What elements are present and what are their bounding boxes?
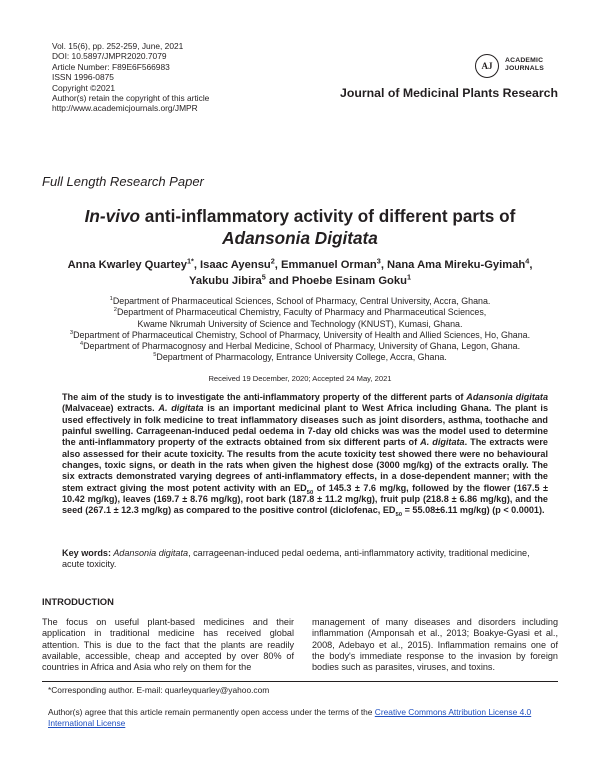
footnote-divider: [42, 681, 558, 682]
corresponding-author-footnote: *Corresponding author. E-mail: quarleyquarley@yahoo.com: [48, 685, 270, 695]
journal-name: Journal of Medicinal Plants Research: [340, 86, 558, 100]
keywords-label: Key words:: [62, 548, 112, 558]
abstract-sub: 50: [306, 489, 314, 496]
author-sup: 1*: [186, 256, 194, 266]
abstract-text: . The extracts were also assessed for their acute toxicity. The results from the acute toxicity test showed there were no behavioural changes, toxic signs, or death in the rats when given the highest dose (3000 mg/kg) of the extracts orally. The six extracts demonstrated varying degrees of anti-inflammatory effects, in a dose-dependent manner; with the stem extract giving the most potent activity with an ED: [62, 437, 548, 493]
author-sup: 3: [376, 256, 381, 266]
affiliation: [30, 341, 570, 352]
title-part: In-vivo: [84, 206, 141, 226]
logo-text: [505, 57, 544, 73]
logo-line: JOURNALS: [505, 65, 544, 72]
title-part: Adansonia Digitata: [222, 228, 378, 248]
academic-journals-logo: [475, 54, 565, 80]
abstract-species: A. digitata: [420, 437, 465, 448]
author-sup: 2: [270, 256, 275, 266]
license-notice: [48, 707, 568, 728]
meta-url[interactable]: http://www.academicjournals.org/JMPR: [52, 103, 198, 114]
abstract-text: = 55.08±6.11 mg/kg) (p < 0.0001).: [402, 505, 545, 516]
intro-left-column: The focus on useful plant-based medicines and their application in traditional medicine has received global attention. This is due to the fact that the plants are readily available, accessible, cheap and accepted by over 80% of countries in Africa and Asia who rely on them for the: [42, 617, 294, 673]
affiliation: [30, 330, 570, 341]
abstract-species: Adansonia digitata: [466, 392, 548, 402]
license-link[interactable]: Creative Commons Attribution License 4.0 International License: [48, 707, 532, 728]
affiliation: [30, 307, 570, 318]
keywords: [62, 548, 548, 571]
logo-mark: AJ: [475, 54, 499, 78]
affiliation-sup: 4: [79, 341, 84, 348]
affiliation-text: Kwame Nkrumah University of Science and Technology (KNUST), Kumasi, Ghana.: [137, 318, 463, 329]
author-sup: 4: [525, 256, 530, 266]
received-date: Received 19 December, 2020; Accepted 24 May, 2021: [208, 374, 392, 383]
author: , Isaac Ayensu: [193, 259, 271, 271]
affiliation: [30, 319, 570, 330]
author: Anna Kwarley Quartey: [67, 259, 187, 271]
affiliation: [30, 352, 570, 363]
abstract-sub: 50: [395, 512, 403, 519]
keywords-text: , carrageenan-induced pedal oedema, anti-inflammatory activity, traditional medicine, acute toxicity.: [62, 548, 530, 570]
affiliations: [30, 296, 570, 364]
abstract-text: The aim of the study is to investigate the anti-inflammatory property of the different parts of: [62, 392, 467, 402]
title-part: anti-inflammatory activity of different parts of: [140, 206, 516, 226]
affiliation-text: Department of Pharmaceutical Sciences, School of Pharmacy, Central University, Accra, Ghana.: [112, 296, 491, 306]
affiliation-text: Department of Pharmacognosy and Herbal Medicine, School of Pharmacy, University of Ghana, Legon, Ghana.: [83, 341, 521, 352]
logo-line: ACADEMIC: [505, 57, 544, 64]
author: , Emmanuel Orman: [274, 259, 377, 271]
affiliation-text: Department of Pharmacology, Entrance University College, Accra, Ghana.: [156, 352, 447, 363]
author-sup: 5: [261, 272, 266, 282]
abstract-species: A. digitata: [158, 403, 204, 414]
article-meta: [52, 41, 209, 114]
meta-line: Vol. 15(6), pp. 252-259, June, 2021: [52, 41, 184, 51]
section-heading-introduction: INTRODUCTION: [42, 596, 114, 607]
author-sup: 1: [406, 272, 411, 282]
author: Yakubu Jibira: [189, 275, 262, 287]
meta-line: Copyright ©2021: [52, 82, 115, 93]
meta-line: Author(s) retain the copyright of this article: [52, 93, 210, 104]
meta-line: DOI: 10.5897/JMPR2020.7079: [52, 51, 167, 62]
intro-right-column: management of many diseases and disorders including inflammation (Amponsah et al., 2013; Boakye-Gyasi et al., 2008, Adebayo et al., 2015). Inflammation remains one of the body's immediate response to the invasion by foreign bodies such as parasites, viruses, and toxins.: [312, 617, 558, 673]
meta-line: Article Number: F89E6F566983: [52, 61, 170, 72]
license-text: Author(s) agree that this article remain permanently open access under the terms of the: [48, 707, 375, 717]
keyword-species: Adansonia digitata: [111, 548, 189, 558]
paper-type: Full Length Research Paper: [42, 174, 204, 189]
author: and Phoebe Esinam Goku: [265, 275, 407, 287]
affiliation-sup: 5: [153, 352, 157, 359]
affiliation-text: Department of Pharmaceutical Chemistry, Faculty of Pharmacy and Pharmaceutical Sciences,: [116, 307, 487, 318]
paper-title: [40, 205, 560, 249]
abstract-text: is an important medicinal plant to West Africa including Ghana. The plant is used effectively in folk medicine to treat inflammatory diseases such as joint disorders, asthma, toothache and painful swelling. Carrageenan-induced pedal oedema in 7-day old chicks was was the model used to determine the anti-inflammatory property of the extracts obtained from six different parts of: [62, 403, 548, 448]
author-list: Anna Kwarley Quartey$^{1*}$, Isaac Ayensu$^2$, Emmanuel Orman$^3$, Nana Ama Mireku-Gyimah$^4$, Yakubu Jibira$^5$ and Phoebe Esinam Goku$^1$: [67, 256, 533, 287]
abstract: [62, 392, 548, 517]
abstract-text: of 145.3 ± 7.6 mg/kg, followed by the flower (167.5 ± 10.42 mg/kg), leaves (169.7 ± 8.76 mg/kg), root bark (187.8 ± 11.2 mg/kg), fruit pulp (218.8 ± 6.86 mg/kg), and the seed (267.1 ± 12.3 mg/kg) as compared to the positive control (diclofenac, ED: [62, 482, 548, 516]
author: , Nana Ama Mireku-Gyimah: [380, 259, 526, 271]
affiliation-sup: 3: [69, 329, 74, 336]
abstract-text: (Malvaceae) extracts.: [62, 403, 159, 414]
affiliation: [30, 296, 570, 307]
affiliation-text: Department of Pharmaceutical Chemistry, School of Pharmacy, University of Health and Allied Sciences, Ho, Ghana.: [73, 329, 531, 340]
meta-line: ISSN 1996-0875: [52, 72, 114, 83]
affiliation-sup: 2: [113, 307, 117, 314]
affiliation-sup: 1: [109, 296, 113, 303]
